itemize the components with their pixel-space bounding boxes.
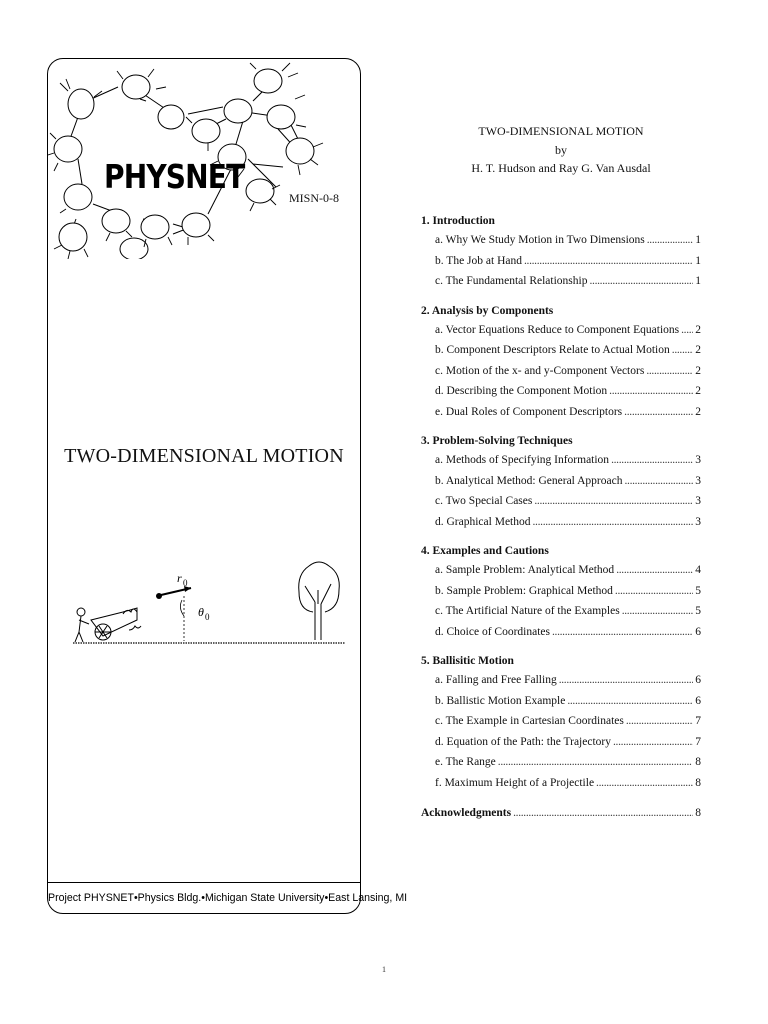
toc-entry-page: 1: [695, 254, 701, 267]
toc-entry-label: d. Describing the Component Motion: [435, 385, 608, 397]
toc-entry-label: c. Motion of the x- and y-Component Vectors: [435, 364, 645, 377]
physnet-logo-text: PHYSNET: [104, 157, 245, 196]
toc-entry-label: d. Graphical Method: [435, 515, 531, 528]
dot-leader: [647, 230, 694, 251]
cover-footer: Project PHYSNET•Physics Bldg.•Michigan State University•East Lansing, MI: [48, 882, 360, 913]
toc-entry-label: a. Methods of Specifying Information: [435, 454, 610, 466]
toc-entry: [421, 560, 701, 581]
toc-entry: [421, 361, 701, 382]
toc-entry-page: 2: [695, 385, 701, 397]
toc-section: [421, 432, 701, 532]
module-id: MISN-0-8: [289, 191, 339, 205]
toc-section: [421, 652, 701, 793]
dot-leader: [616, 560, 693, 581]
toc-entry: [421, 471, 701, 492]
toc-entry: [421, 732, 701, 753]
r0-label: r: [177, 571, 182, 585]
toc-entry-page: 3: [695, 515, 701, 528]
dot-leader: [624, 402, 693, 423]
dot-leader: [533, 512, 694, 533]
acknowledgments-label: Acknowledgments: [421, 807, 512, 819]
dot-leader: [596, 773, 693, 794]
theta0-label: θ: [198, 605, 204, 619]
toc-entry-label: e. The Range: [435, 756, 496, 768]
toc-entry: [421, 402, 701, 423]
dot-leader: [609, 381, 693, 402]
toc-entry: [421, 381, 701, 402]
toc-section-title: 1. Introduction: [421, 215, 495, 227]
toc-header: [421, 122, 701, 178]
toc-entry: [421, 711, 701, 732]
toc-entry-page: 3: [695, 454, 701, 466]
toc-entry-page: 8: [695, 776, 701, 789]
toc-entry: [421, 601, 701, 622]
toc-entry-label: b. Component Descriptors Relate to Actual Motion: [435, 344, 670, 356]
toc-entry: [421, 320, 701, 341]
toc-entry-page: 2: [695, 364, 701, 377]
toc-entry-label: d. Equation of the Path: the Trajectory: [435, 735, 611, 748]
toc-section: [421, 302, 701, 423]
toc-entry-label: e. Dual Roles of Component Descriptors: [435, 405, 623, 418]
toc-entry-page: 8: [695, 756, 701, 768]
toc-entry-page: 6: [695, 625, 701, 638]
toc-entry-label: f. Maximum Height of a Projectile: [435, 776, 595, 789]
toc-section-title: 3. Problem-Solving Techniques: [421, 435, 573, 447]
toc-entry-page: 2: [695, 344, 701, 356]
table-of-contents: [421, 212, 701, 823]
dot-leader: [626, 711, 693, 732]
theta0-subscript: 0: [205, 612, 210, 622]
toc-section: [421, 212, 701, 292]
toc-entry: [421, 691, 701, 712]
toc-entry: [421, 340, 701, 361]
toc-entry: [421, 271, 701, 292]
toc-entry-label: d. Choice of Coordinates: [435, 625, 550, 638]
dot-leader: [624, 471, 693, 492]
dot-leader: [622, 601, 694, 622]
toc-entry: [421, 491, 701, 512]
dot-leader: [567, 691, 693, 712]
cannon-illustration: [63, 554, 353, 654]
toc-entry-label: a. Vector Equations Reduce to Component Equations: [435, 323, 680, 336]
toc-entry-page: 3: [695, 495, 701, 507]
toc-entry-page: 1: [695, 275, 701, 287]
toc-entry: [421, 773, 701, 794]
toc-entry-page: 4: [695, 564, 701, 576]
toc-section: [421, 542, 701, 642]
toc-title: TWO-DIMENSIONAL MOTION: [478, 124, 644, 138]
page-number: 1: [382, 965, 386, 974]
toc-entry: [421, 251, 701, 272]
toc-entry: [421, 230, 701, 251]
dot-leader: [534, 491, 693, 512]
toc-entry-label: c. The Fundamental Relationship: [435, 275, 588, 287]
toc-authors: H. T. Hudson and Ray G. Van Ausdal: [471, 161, 651, 175]
toc-section-title: 5. Ballisitic Motion: [421, 655, 514, 667]
dot-leader: [524, 251, 693, 272]
r0-subscript: 0: [183, 578, 188, 588]
toc-section-title: 2. Analysis by Components: [421, 304, 554, 317]
dot-leader: [615, 581, 693, 602]
toc-entry-page: 7: [695, 715, 701, 727]
tree-illustration: [299, 562, 340, 640]
toc-entry-page: 2: [695, 405, 701, 418]
toc-entry: [421, 512, 701, 533]
dot-leader: [681, 320, 693, 341]
dot-leader: [559, 670, 694, 691]
toc-acknowledgments: [421, 803, 701, 823]
toc-section-title: 4. Examples and Cautions: [421, 545, 549, 557]
dot-leader: [498, 752, 693, 773]
dot-leader: [611, 450, 693, 471]
toc-entry-page: 5: [695, 605, 701, 617]
dot-leader: [589, 271, 693, 292]
dot-leader: [552, 622, 693, 643]
toc-entry: [421, 752, 701, 773]
toc-entry-label: b. Ballistic Motion Example: [435, 694, 566, 707]
toc-entry-label: b. Sample Problem: Graphical Method: [435, 584, 613, 597]
toc-entry-page: 6: [695, 674, 701, 686]
toc-entry-label: a. Sample Problem: Analytical Method: [435, 564, 615, 576]
toc-entry-label: b. Analytical Method: General Approach: [435, 474, 623, 487]
acknowledgments-page: 8: [695, 807, 701, 819]
dot-leader: [646, 361, 693, 382]
toc-entry-page: 6: [695, 694, 701, 707]
dot-leader: [672, 340, 693, 361]
toc-entry-page: 7: [695, 735, 701, 748]
toc-entry-label: c. Two Special Cases: [435, 495, 533, 507]
toc-entry: [421, 450, 701, 471]
toc-entry-label: a. Why We Study Motion in Two Dimensions: [435, 234, 645, 246]
toc-entry-page: 5: [695, 584, 701, 597]
dot-leader: [613, 732, 693, 753]
cover-panel: [47, 58, 408, 914]
toc-entry-label: a. Falling and Free Falling: [435, 674, 557, 686]
dot-leader: [513, 803, 693, 823]
toc-by: by: [555, 142, 567, 157]
toc-entry: [421, 581, 701, 602]
cover-title: TWO-DIMENSIONAL MOTION: [64, 445, 344, 467]
toc-entry: [421, 622, 701, 643]
toc-entry-page: 1: [695, 234, 701, 246]
toc-entry-label: b. The Job at Hand: [435, 254, 522, 267]
toc-entry-label: c. The Artificial Nature of the Examples: [435, 605, 620, 617]
toc-entry-label: c. The Example in Cartesian Coordinates: [435, 715, 624, 727]
toc-entry: [421, 670, 701, 691]
toc-entry-page: 2: [695, 323, 701, 336]
toc-entry-page: 3: [695, 474, 701, 487]
